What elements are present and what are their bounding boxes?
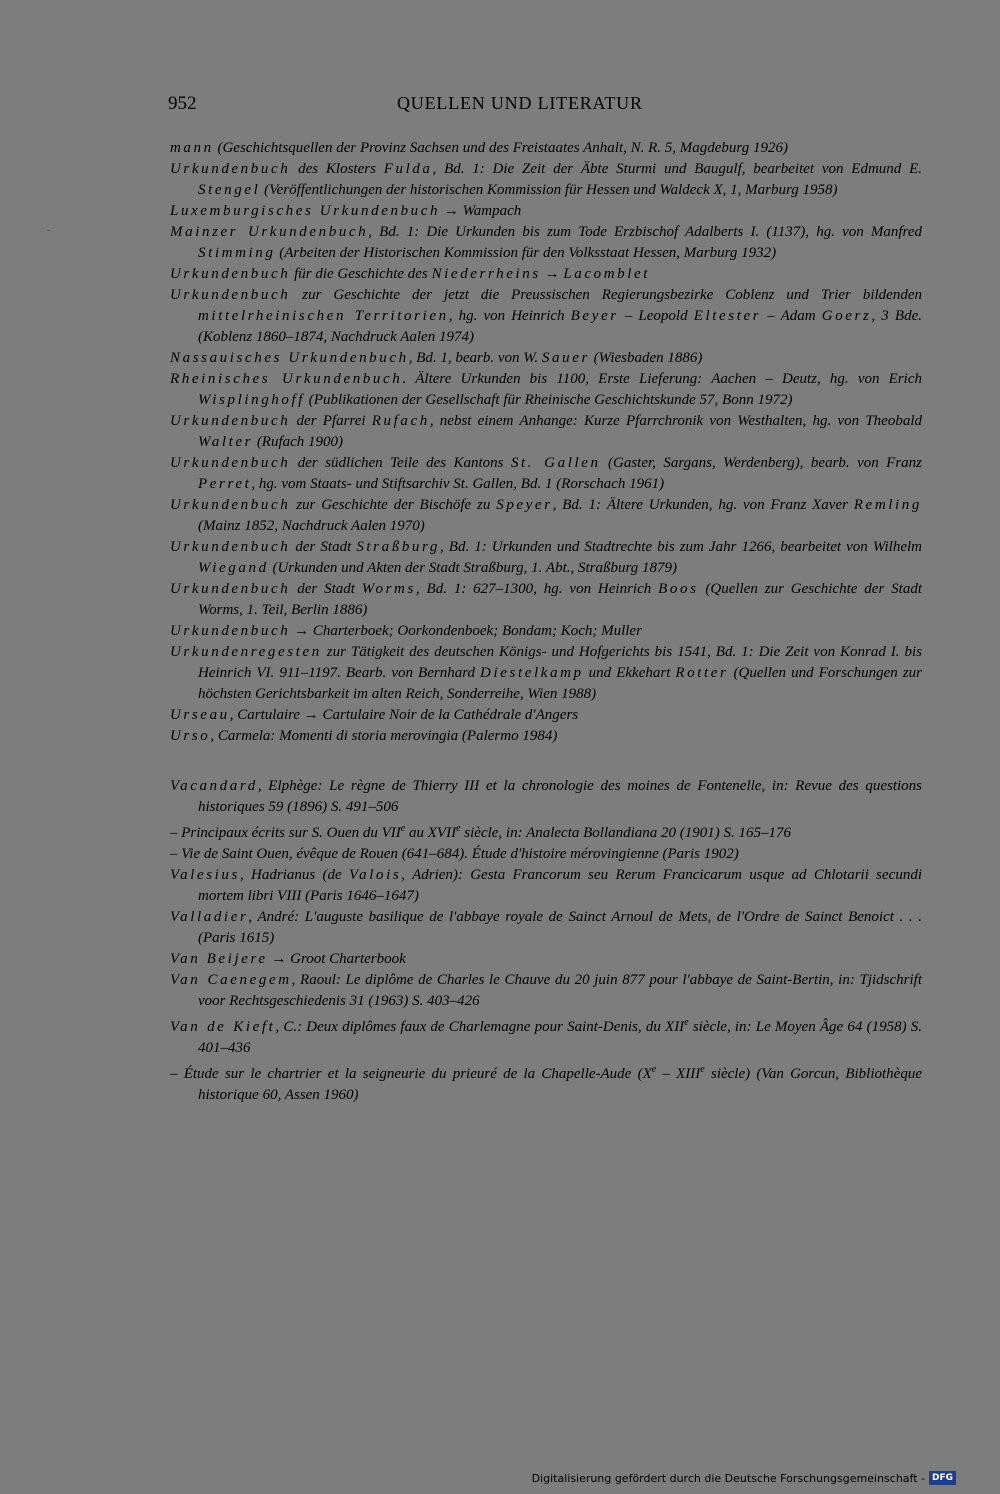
superscript: e [400, 823, 406, 834]
entry-text: (Quellen zur Geschichte der Stadt Worms, 1. Teil, Berlin 1886) [198, 581, 922, 618]
entry-text: – Adam [761, 308, 822, 324]
entry-text: – Étude sur le chartrier et la seigneurie du prieuré de la Chapelle-Aude (X [170, 1066, 652, 1082]
spaced-name: Urseau [170, 707, 230, 723]
bibliography-entry [170, 411, 922, 453]
entry-text: der Stadt [290, 581, 362, 597]
entry-text: des Klosters [290, 161, 384, 177]
bibliography-entry [170, 776, 922, 818]
spaced-name: Goerz [821, 308, 872, 324]
bibliography-entry [170, 907, 922, 949]
bibliography-entry [170, 818, 922, 844]
entry-text: (Gaster, Sargans, Werdenberg), bearb. von Franz [600, 455, 922, 471]
spaced-name: Diestelkamp [480, 665, 584, 681]
spaced-name: Eltester [693, 308, 762, 324]
bibliography-list [170, 138, 922, 1106]
entry-text: , Bd. 1: Die Zeit der Äbte Sturmi und Baugulf, bearbeitet von Edmund E. [432, 161, 922, 177]
bibliography-entry [170, 159, 922, 201]
entry-text: zur Geschichte der jetzt die Preussischen Regierungsbezirke Coblenz und Trier bildenden [290, 287, 922, 303]
spaced-name: Urkundenbuch [170, 539, 291, 555]
spaced-name: Van de Kieft [170, 1019, 276, 1035]
running-head: QUELLEN UND LITERATUR [397, 93, 643, 113]
spaced-name: Urso [170, 728, 211, 744]
entry-text: siècle, in: Analecta Bollandiana 20 (1901) S. 165–176 [460, 825, 792, 841]
spaced-name: Stimming [198, 245, 276, 261]
bibliography-entry [170, 201, 922, 222]
superscript: e [651, 1064, 657, 1075]
entry-text: (Arbeiten der Historischen Kommission für den Volksstaat Hessen, Marburg 1932) [275, 245, 777, 261]
bibliography-entry [170, 369, 922, 411]
bibliography-entry [170, 453, 922, 495]
spaced-name: Valesius [170, 867, 240, 883]
bibliography-entry [170, 726, 922, 747]
entry-text: , Raoul: Le diplôme de Charles le Chauve du 20 juin 877 pour l'abbaye de Saint-Bertin, in: Tjidschrift voor Rechtsgeschiedenis 31 (1963) S. 403–426 [198, 972, 922, 1009]
entry-text: der Stadt [290, 539, 357, 555]
entry-text: siècle, in: Le Moyen Âge 64 (1958) S. 401–436 [198, 1019, 922, 1056]
bibliography-entry [170, 1012, 922, 1059]
entry-text: → Groot Charterbook [267, 951, 406, 967]
entry-text: (Mainz 1852, Nachdruck Aalen 1970) [198, 518, 425, 534]
spaced-name: Van Caenegem [170, 972, 292, 988]
bibliography-entry [170, 642, 922, 705]
margin-mark [47, 230, 50, 231]
entry-text: , Bd. 1: 627–1300, hg. von Heinrich [415, 581, 659, 597]
dfg-logo: DFG [929, 1471, 956, 1485]
entry-text: (Rufach 1900) [253, 434, 344, 450]
footer-text: Digitalisierung gefördert durch die Deutsche Forschungsgemeinschaft - [531, 1471, 925, 1485]
spaced-name: Rufach [371, 413, 430, 429]
spaced-name: Urkundenbuch [170, 581, 291, 597]
entry-text: , Elphège: Le règne de Thierry III et la chronologie des moines de Fontenelle, in: Revue des questions historiques 59 (1896) S. 491–506 [198, 778, 922, 815]
entry-text: – XIII [656, 1066, 701, 1082]
entry-text: und Ekkehart [583, 665, 676, 681]
bibliography-entry [170, 1059, 922, 1106]
superscript: e [456, 823, 461, 834]
spaced-name: Urkundenbuch [170, 161, 291, 177]
spaced-name: Mainzer Urkundenbuch [170, 224, 369, 240]
spaced-name: St. Gallen [510, 455, 601, 471]
spaced-name: Speyer [496, 497, 553, 513]
spaced-name: Rheinisches Urkundenbuch [170, 371, 403, 387]
spaced-name: Straßburg [356, 539, 440, 555]
entry-text: – Vie de Saint Ouen, évêque de Rouen (641–684). Étude d'histoire mérovingienne (Paris 1902) [170, 846, 739, 862]
spaced-name: Wiegand [198, 560, 269, 576]
entry-text: – Principaux écrits sur S. Ouen du VII [170, 825, 401, 841]
spaced-name: Walter [198, 434, 254, 450]
bibliography-entry [170, 348, 922, 369]
entry-text: , Bd. 1: Ältere Urkunden, hg. von Franz Xaver [552, 497, 854, 513]
spaced-name: Beyer [570, 308, 619, 324]
spaced-name: Lacomblet [563, 266, 651, 282]
bibliography-entry [170, 579, 922, 621]
entry-text: , Hadrianus (de [239, 867, 349, 883]
spaced-name: Niederrheins [431, 266, 541, 282]
spaced-name: mann [170, 140, 214, 156]
spaced-name: Stengel [198, 182, 261, 198]
bibliography-entry [170, 705, 922, 726]
entry-text: , hg. vom Staats- und Stiftsarchiv St. Gallen, Bd. 1 (Rorschach 1961) [251, 476, 665, 492]
bibliography-entry [170, 138, 922, 159]
entry-text: (Quellen und Forschungen zur höchsten Gerichtsbarkeit im alten Reich, Sonderreihe, Wien 1988) [198, 665, 922, 702]
superscript: e [700, 1064, 705, 1075]
entry-text: zur Tätigkeit des deutschen Königs- und Hofgerichts bis 1541, Bd. 1: Die Zeit von Konrad I. bis Heinrich VI. 911–1197. Bearb. von Bernhard [198, 644, 922, 681]
spaced-name: Nassauisches Urkundenbuch [170, 350, 409, 366]
spaced-name: Urkundenbuch [170, 497, 291, 513]
bibliography-entry [170, 264, 922, 285]
entry-text: siècle) (Van Gorcun, Bibliothèque historique 60, Assen 1960) [198, 1066, 922, 1103]
spaced-name: Valois [349, 867, 402, 883]
bibliography-entry [170, 537, 922, 579]
entry-text: → Wampach [440, 203, 522, 219]
entry-text: (Urkunden und Akten der Stadt Straßburg, 1. Abt., Straßburg 1879) [268, 560, 678, 576]
spaced-name: Remling [853, 497, 922, 513]
spaced-name: Urkundenbuch [170, 623, 291, 639]
spaced-name: Fulda [383, 161, 433, 177]
spaced-name: Worms [361, 581, 416, 597]
entry-text: für die Geschichte des [290, 266, 432, 282]
entry-text: , nebst einem Anhange: Kurze Pfarrchronik von Westhalten, hg. von Theobald [429, 413, 923, 429]
spaced-name: mittelrheinischen Territorien [198, 308, 449, 324]
entry-text: (Veröffentlichungen der historischen Kommission für Hessen und Waldeck X, 1, Marburg 1958) [260, 182, 838, 198]
entry-text: , hg. von Heinrich [448, 308, 571, 324]
bibliography-entry [170, 285, 922, 348]
entry-text: , Carmela: Momenti di storia merovingia (Palermo 1984) [210, 728, 558, 744]
spaced-name: Sauer [541, 350, 590, 366]
spaced-name: Urkundenbuch [170, 413, 291, 429]
entry-text: → Charterboek; Oorkondenboek; Bondam; Koch; Muller [290, 623, 642, 639]
entry-text: (Publikationen der Gesellschaft für Rheinische Geschichtskunde 57, Bonn 1972) [305, 392, 793, 408]
entry-text: , 3 Bde. (Koblenz 1860–1874, Nachdruck Aalen 1974) [198, 308, 923, 345]
bibliography-entry [170, 844, 922, 865]
bibliography-entry [170, 495, 922, 537]
bibliography-entry [170, 970, 922, 1012]
spaced-name: Wisplinghoff [198, 392, 306, 408]
bibliography-entry [170, 621, 922, 642]
spaced-name: Boos [658, 581, 699, 597]
spaced-name: Urkundenbuch [170, 455, 291, 471]
entry-text: , Bd. 1, bearb. von W. [408, 350, 542, 366]
bibliography-entry [170, 865, 922, 907]
page-number: 952 [168, 93, 197, 114]
spaced-name: Urkundenbuch [170, 266, 291, 282]
bibliography-entry [170, 222, 922, 264]
section-gap [170, 747, 922, 776]
entry-text: . Ältere Urkunden bis 1100, Erste Lieferung: Aachen – Deutz, hg. von Erich [402, 371, 922, 387]
spaced-name: Vacandard [170, 778, 258, 794]
spaced-name: Rotter [675, 665, 729, 681]
entry-text: , Bd. 1: Urkunden und Stadtrechte bis zum Jahr 1266, bearbeitet von Wilhelm [440, 539, 922, 555]
spaced-name: Luxemburgisches Urkundenbuch [170, 203, 441, 219]
footer-credit [532, 1471, 956, 1485]
entry-text: , Bd. 1: Die Urkunden bis zum Tode Erzbischof Adalberts I. (1137), hg. von Manfred [368, 224, 922, 240]
bibliography-entry [170, 949, 922, 970]
entry-text: zur Geschichte der Bischöfe zu [290, 497, 497, 513]
entry-text: , Adrien): Gesta Francorum seu Rerum Francicarum usque ad Chlotarii secundi mortem libri VIII (Paris 1646–1647) [198, 867, 923, 904]
entry-text: (Wiesbaden 1886) [589, 350, 703, 366]
spaced-name: Urkundenregesten [170, 644, 322, 660]
entry-text: , Cartulaire → Cartulaire Noir de la Cathédrale d'Angers [229, 707, 579, 723]
entry-text: → [540, 266, 564, 282]
entry-text: au XVII [405, 825, 457, 841]
spaced-name: Valladier [170, 909, 249, 925]
entry-text: , C.: Deux diplômes faux de Charlemagne pour Saint-Denis, du XII [275, 1019, 685, 1035]
entry-text: der Pfarrei [290, 413, 372, 429]
entry-text: der südlichen Teile des Kantons [290, 455, 511, 471]
spaced-name: Perret [198, 476, 252, 492]
superscript: e [684, 1017, 689, 1028]
entry-text: – Leopold [618, 308, 694, 324]
spaced-name: Urkundenbuch [170, 287, 291, 303]
entry-text: (Geschichtsquellen der Provinz Sachsen und des Freistaates Anhalt, N. R. 5, Magdeburg 1926) [213, 140, 788, 156]
spaced-name: Van Beijere [170, 951, 268, 967]
entry-text: , André: L'auguste basilique de l'abbaye royale de Sainct Arnoul de Mets, de l'Ordre de Sainct Benoict . . . (Paris 1615) [198, 909, 922, 946]
